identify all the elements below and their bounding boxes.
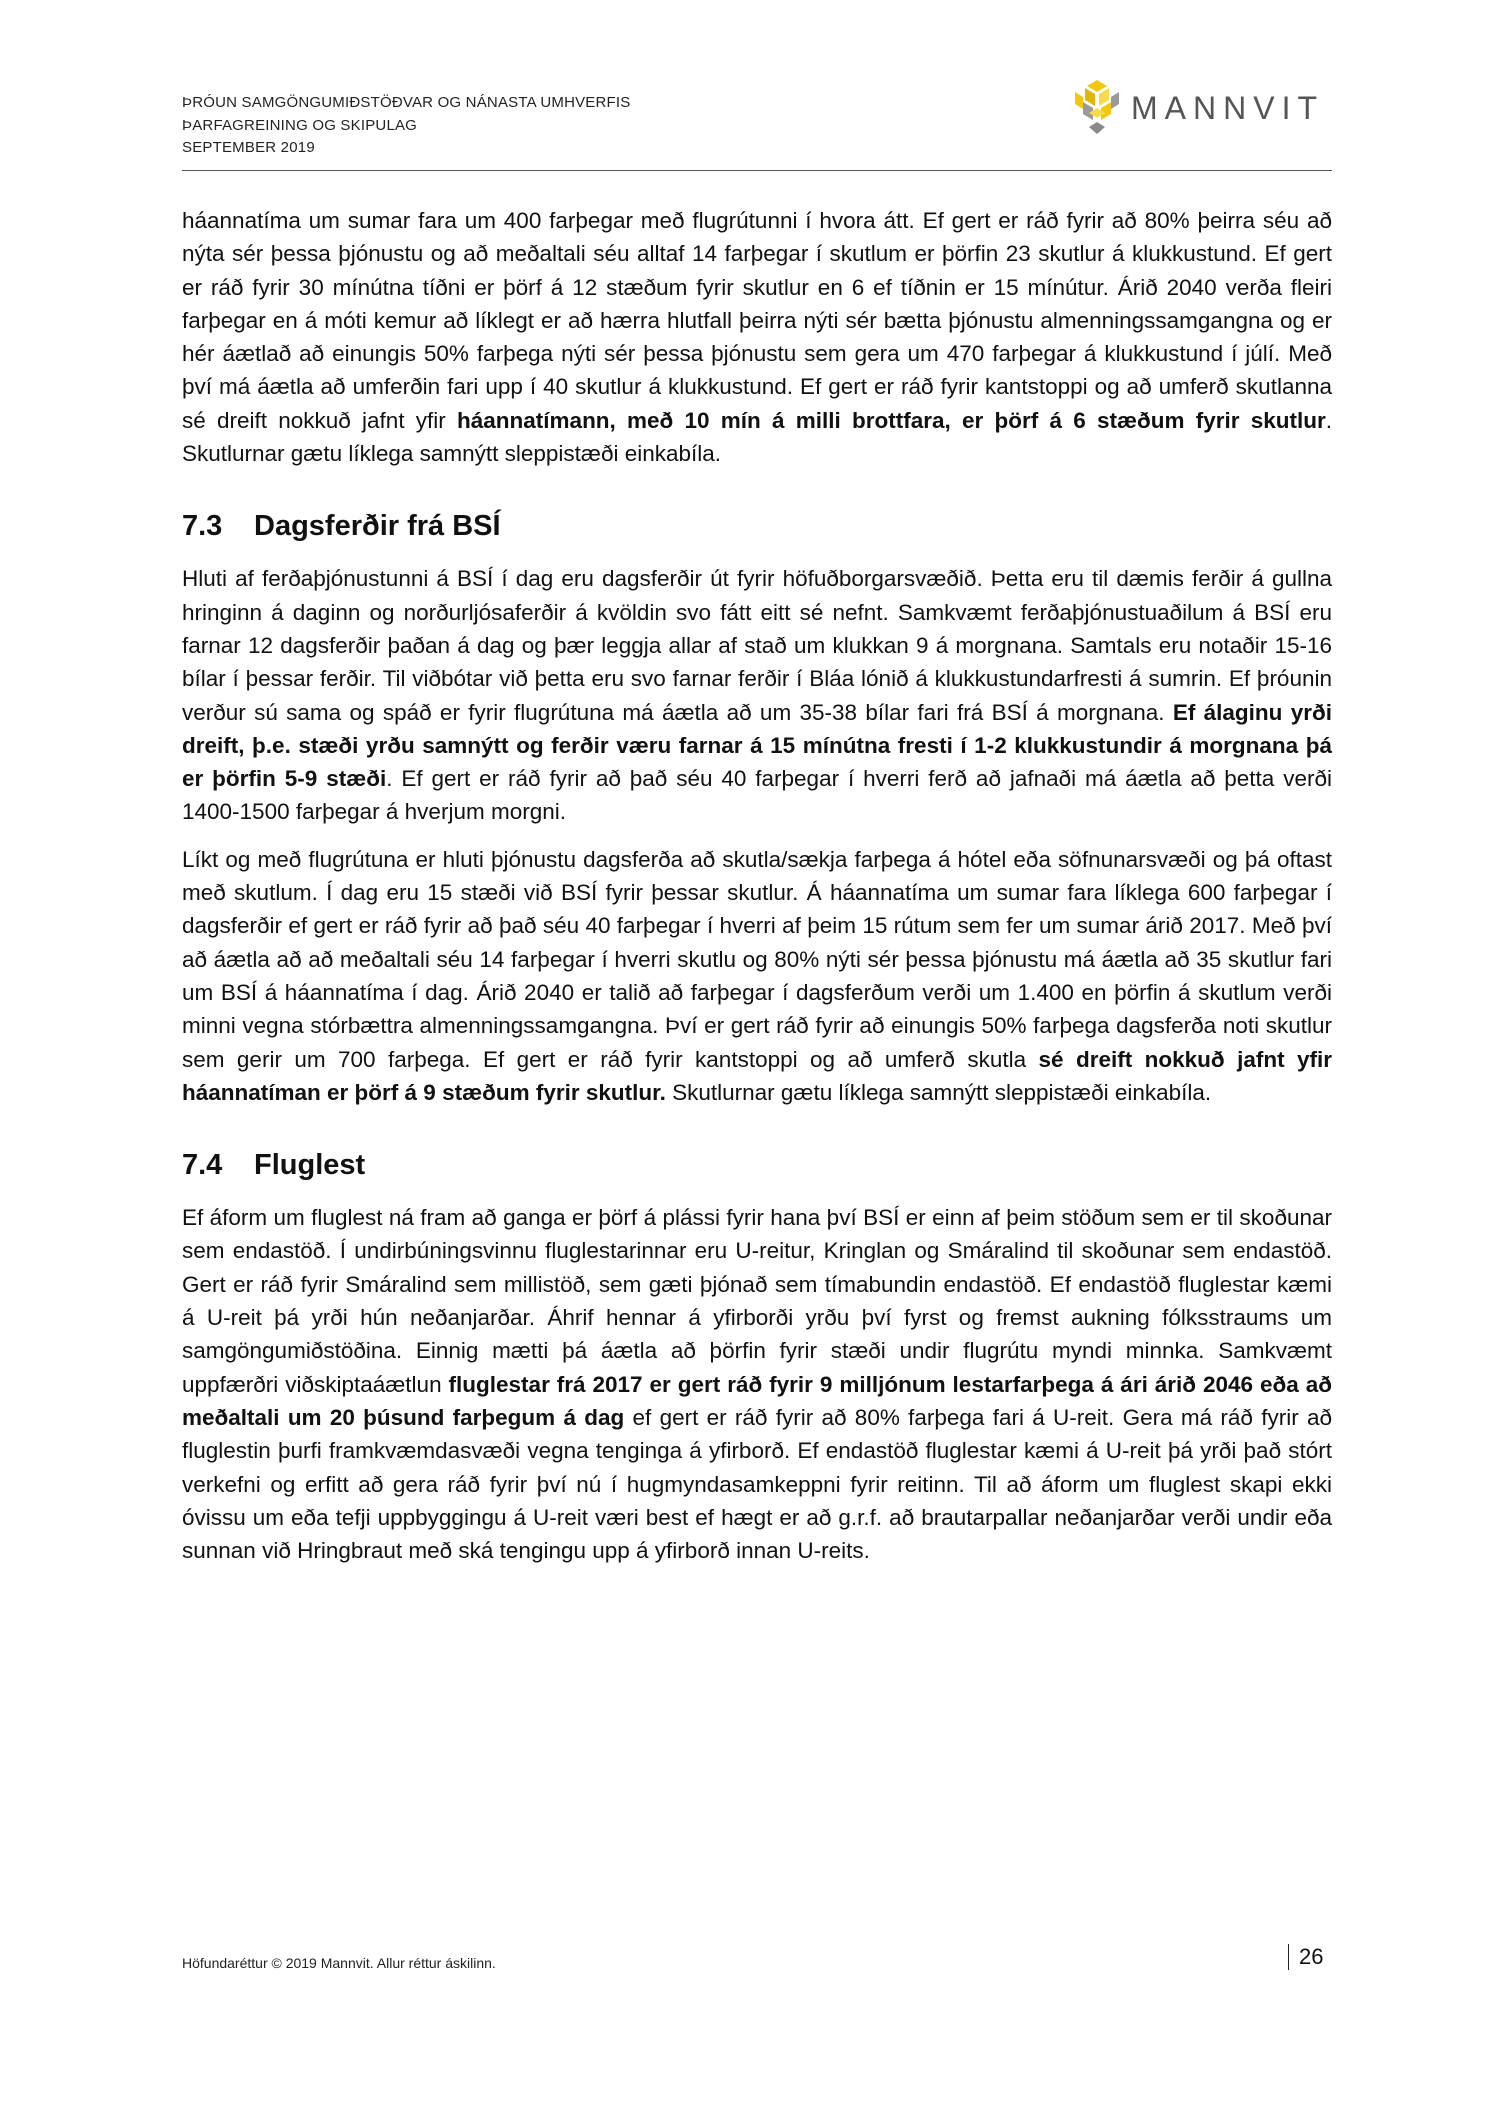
footer-copyright: Höfundaréttur © 2019 Mannvit. Allur réttur áskilinn. — [182, 1955, 496, 1971]
header-project-title: ÞRÓUN SAMGÖNGUMIÐSTÖÐVAR OG NÁNASTA UMHVERFIS — [182, 94, 631, 111]
text-run: . Skutlurnar gætu líklega samnýtt sleppistæði einkabíla. — [182, 407, 1332, 467]
section-7-3-paragraph-2 — [182, 843, 1332, 1109]
mannvit-logo-icon — [1071, 78, 1123, 138]
section-7-4-paragraph-1 — [182, 1201, 1332, 1567]
header-report-subtitle: ÞARFAGREINING OG SKIPULAG — [182, 116, 418, 134]
section-number: 7.3 — [182, 510, 223, 543]
text-run: Líkt og með flugrútuna er hluti þjónustu dagsferða að skutla/sækja farþega á hótel eða söfnunarsvæði og þá oftast með skutlum. Í dag eru 15 stæði við BSÍ fyrir þessar skutlur. Á háannatíma um sumar fara líklega 600 farþegar í dagsferðir ef gert er ráð fyrir að það séu 40 farþegar í hverri af þeim 15 rútum sem fer um sumar árið 2017. Með því að áætla að að meðaltali séu 14 farþegar í hverri skutlu og 80% nýti sér þessa þjónustu má áætla að 35 skutlur fari um BSÍ á háannatíma í dag. Árið 2040 er talið að farþegar í dagsferðum verði um 1.400 en þörfin á skutlum verði minni vegna stórbættra almenningssamgangna. Því er gert ráð fyrir að einungis 50% farþega dagsferða noti skutlur sem gerir um 700 farþega. Ef gert er ráð fyrir kantstoppi og að umferð skutla — [182, 846, 1332, 1072]
text-run: Ef áform um fluglest ná fram að ganga er þörf á plássi fyrir hana því BSÍ er einn af þeim stöðum sem er til skoðunar sem endastöð. Í undirbúningsvinnu fluglestarinnar eru U-reitur, Kringlan og Smáralind til skoðunar sem endastöð. Gert er ráð fyrir Smáralind sem millistöð, sem gæti þjónað sem tímabundin endastöð. Ef endastöð fluglestar kæmi á U-reit þá yrði hún neðanjarðar. Áhrif hennar á yfirborði yrðu því fyrst og fremst aukning fólksstraums um samgöngumiðstöðina. Einnig mætti þá áætla að þörfin fyrir stæði undir flugrútu myndi minnka. Samkvæmt uppfærðri viðskiptaáætlun — [182, 1205, 1332, 1397]
page-header — [182, 89, 1332, 171]
header-text — [182, 92, 630, 160]
section-title: Dagsferðir frá BSÍ — [254, 510, 501, 543]
header-date: SEPTEMBER 2019 — [182, 139, 315, 156]
text-run: . Ef gert er ráð fyrir að það séu 40 farþegar í hverri ferð að jafnaði má áætla að þetta verði 1400-1500 farþegar á hverjum morgni. — [182, 766, 1332, 825]
bold-run: Ef álaginu yrði dreift, þ.e. stæði yrðu samnýtt og ferðir væru farnar á 15 mínútna fresti í 1-2 klukkustundir á morgnana þá er þörfin 5-9 stæði — [182, 699, 1332, 792]
text-run: Hluti af ferðaþjónustunni á BSÍ í dag eru dagsferðir út fyrir höfuðborgarsvæðið. Þetta eru til dæmis ferðir á gullna hringinn á daginn og norðurljósaferðir á kvöldin svo fátt eitt sé nefnt. Samkvæmt ferðaþjónustuaðilum á BSÍ eru farnar 12 dagsferðir þaðan á dag og þær leggja allar af stað um klukkan 9 á morgnana. Samtals eru notaðir 15-16 bílar í þessar ferðir. Til viðbótar við þetta eru svo farnar ferðir í Bláa lónið á klukkustundarfresti á sumrin. Ef þróunin verður sú sama og spáð er fyrir flugrútuna má áætla að um 35-38 bílar fari frá BSÍ á morgnana. — [182, 566, 1332, 725]
logo-wordmark: MANNVIT — [1131, 89, 1324, 126]
section-title: Fluglest — [254, 1149, 366, 1182]
document-body — [182, 204, 1332, 1581]
intro-paragraph — [182, 204, 1332, 470]
section-7-3-paragraph-1 — [182, 562, 1332, 828]
mannvit-logo — [1071, 78, 1324, 138]
bold-run: fluglestar frá 2017 er gert ráð fyrir 9 milljónum lestarfarþega á ári árið 2046 eða að meðaltali um 20 þúsund farþegum á dag — [182, 1371, 1332, 1430]
section-heading-7-3 — [182, 508, 1332, 544]
bold-run: háannatímann, með 10 mín á milli brottfara, er þörf á 6 stæðum fyrir skutlur — [457, 407, 1326, 433]
page-number: 26 — [1288, 1944, 1323, 1970]
section-heading-7-4 — [182, 1147, 1332, 1183]
section-number: 7.4 — [182, 1149, 223, 1182]
text-run: Skutlurnar gætu líklega samnýtt sleppistæði einkabíla. — [665, 1079, 1212, 1105]
text-run: háannatíma um sumar fara um 400 farþegar með flugrútunni í hvora átt. Ef gert er ráð fyrir að 80% þeirra séu að nýta sér þessa þjónustu og að meðaltali séu alltaf 14 farþegar í skutlum er þörfin 23 skutlur á klukkustund. Ef gert er ráð fyrir 30 mínútna tíðni er þörf á 12 stæðum fyrir skutlur en 6 ef tíðnin er 15 mínútur. Árið 2040 verða fleiri farþegar en á móti kemur að líklegt er að hærra hlutfall þeirra nýti sér bætta þjónustu almenningssamgangna og er hér áætlað að einungis 50% farþega nýti sér þessa þjónustu sem gera um 470 farþegar á klukkustund í júlí. Með því má áætla að umferðin fari upp í 40 skutlur á klukkustund. Ef gert er ráð fyrir kantstoppi og að umferð skutlanna sé dreift nokkuð jafnt yfir — [182, 208, 1332, 433]
bold-run: sé dreift nokkuð jafnt yfir háannatíman er þörf á 9 stæðum fyrir skutlur. — [182, 1046, 1332, 1105]
text-run: ef gert er ráð fyrir að 80% farþega fari á U-reit. Gera má ráð fyrir að fluglestin þurfi framkvæmdasvæði vegna tenginga á yfirborð. Ef endastöð fluglestar kæmi á U-reit þá yrði það stórt verkefni og erfitt að gera ráð fyrir því nú í hugmyndasamkeppni fyrir reitinn. Til að áform um fluglest skapi ekki óvissu um eða tefji uppbyggingu á U-reit væri best ef hægt er að g.r.f. að brautarpallar neðanjarðar verði undir eða sunnan við Hringbraut með ská tengingu upp á yfirborð innan U-reits. — [182, 1404, 1332, 1564]
